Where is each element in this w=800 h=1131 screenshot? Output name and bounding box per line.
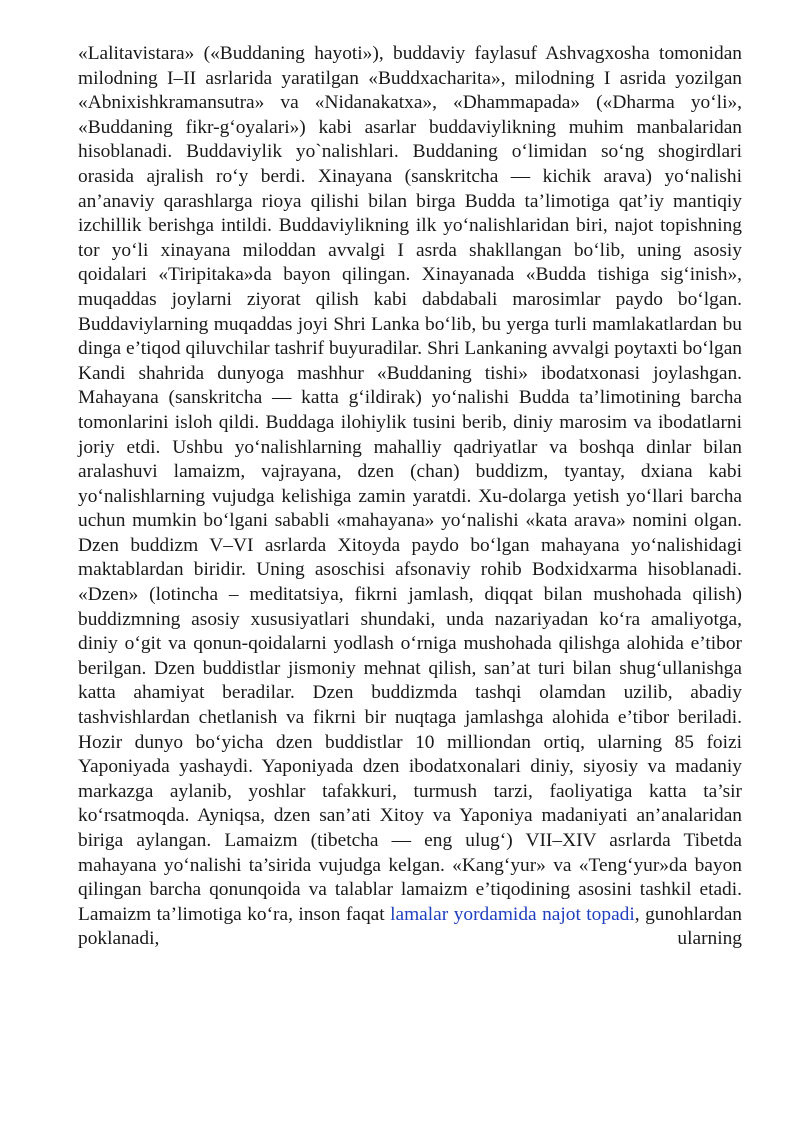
- document-page: [78, 42, 742, 952]
- paragraph-text: «Lalitavistara» («Buddaning hayoti»), buddaviy faylasuf Ashvagxosha tomonidan milodning I–II asrlarida yaratilgan «Buddxacharita», milodning I asrida yozilgan «Abnixishkramansutra» va «Nidanakatxa», «Dhammapada» («Dharma yo‘li», «Buddaning fikr-g‘oyalari») kabi asarlar buddaviylikning muhim manbalaridan hisoblanadi. Buddaviylik yo`nalishlari. Buddaning o‘limidan so‘ng shogirdlari orasida ajralish ro‘y berdi. Xinayana (sanskritcha — kichik arava) yo‘nalishi an’anaviy qarashlarga rioya qilishi bilan birga Budda ta’limotiga qat’iy mantiqiy izchillik berishga intildi. Buddaviylikning ilk yo‘nalishlaridan biri, najot topishning tor yo‘li xinayana miloddan avvalgi I asrda shakllangan bo‘lib, uning asosiy qoidalari «Tiripitaka»da bayon qilingan. Xinayanada «Budda tishiga sig‘inish», muqaddas joylarni ziyorat qilish kabi dabdabali marosimlar paydo bo‘lgan. Buddaviylarning muqaddas joyi Shri Lanka bo‘lib, bu yerga turli mamlakatlardan bu dinga e’tiqod qiluvchilar tashrif buyuradilar. Shri Lankaning avvalgi poytaxti bo‘lgan Kandi shahrida dunyoga mashhur «Buddaning tishi» ibodatxonasi joylashgan. Mahayana (sanskritcha — katta g‘ildirak) yo‘nalishi Budda ta’limotining barcha tomonlarini isloh qildi. Buddaga ilohiylik tusini berib, diniy marosim va ibodatlarni joriy etdi. Ushbu yo‘nalishlarning mahalliy qadriyatlar va boshqa dinlar bilan aralashuvi lamaizm, vajrayana, dzen (chan) buddizm, tyantay, dxiana kabi yo‘nalishlarning vujudga kelishiga zamin yaratdi. Xu-dolarga yetish yo‘llari barcha uchun mumkin bo‘lgani sababli «mahayana» yo‘nalishi «kata arava» nomini olgan. Dzen buddizm V–VI asrlarda Xitoyda paydo bo‘lgan mahayana yo‘nalishidagi maktablardan biridir. Uning asoschisi afsonaviy rohib Bodxidxarma hisoblanadi. «Dzen» (lotincha – meditatsiya, fikrni jamlash, diqqat bilan mushohada qilish) buddizmning asosiy xususiyatlari shundaki, unda nazariyadan ko‘ra amaliyotga, diniy o‘git va qonun-qoidalarni yodlash o‘rniga mushohada qilishga alohida e’tibor berilgan. Dzen buddistlar jismoniy mehnat qilish, san’at turi bilan shug‘ullanishga katta ahamiyat beradilar. Dzen buddizmda tashqi olamdan uzilib, abadiy tashvishlardan chetlanish va fikrni bir nuqtaga jamlashga alohida e’tibor beriladi. Hozir dunyo bo‘yicha dzen buddistlar 10 milliondan ortiq, ularning 85 foizi Yaponiyada yashaydi. Yaponiyada dzen ibodatxonalari diniy, siyosiy va madaniy markazga aylanib, yoshlar tafakkuri, turmush tarzi, faoliyatiga katta ta’sir ko‘rsatmoqda. Ayniqsa, dzen san’ati Xitoy va Yaponiya madaniyati an’analaridan biriga aylangan. Lamaizm (tibetcha — eng ulug‘) VII–XIV asrlarda Tibetda mahayana yo‘nalishi ta’sirida vujudga kelgan. «Kang‘yur» va «Teng‘yur»da bayon qilingan barcha qonunqoida va talablar lamaizm e’tiqodining asosini tashkil etadi. Lamaizm ta’limotiga ko‘ra, inson faqat: [78, 43, 742, 925]
- paragraph-text-end: , gunohlardan poklanadi, ularning: [78, 903, 742, 950]
- body-paragraph: [78, 42, 742, 952]
- hyperlink[interactable]: lamalar yordamida najot topadi: [390, 903, 635, 925]
